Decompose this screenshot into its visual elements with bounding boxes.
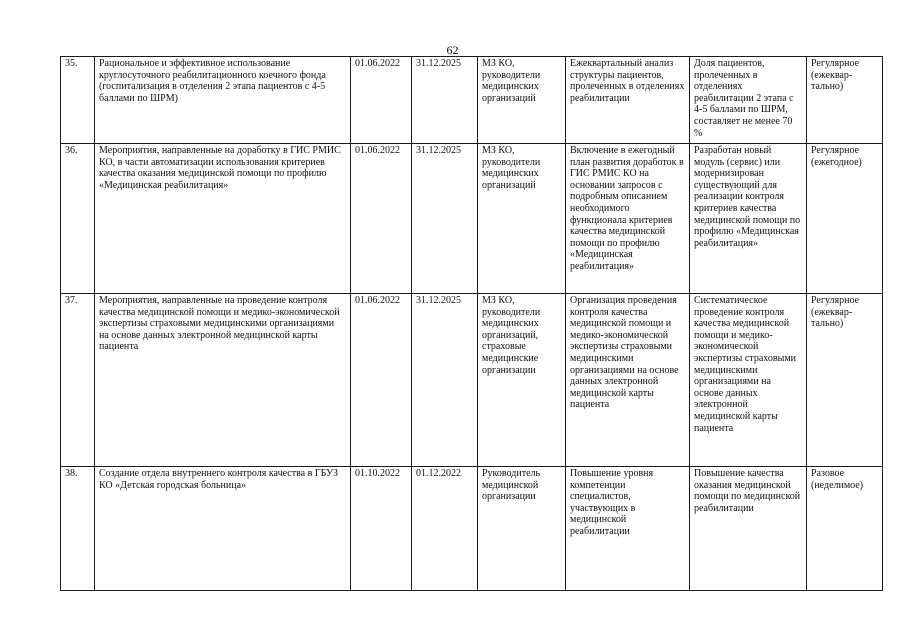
type-cell: Регулярное (ежеквар-тально): [807, 57, 883, 144]
row-number: 37.: [61, 294, 95, 467]
type-cell: Разовое (неделимое): [807, 467, 883, 591]
responsible-cell: МЗ КО, руководители медицинских организаций, страховые медицинские организации: [478, 294, 566, 467]
result-cell: Организация проведения контроля качества медицинской помощи и медико-экономической экспертизы страховыми медицинскими организациями на основе данных электронной медицинской карты пациента: [566, 294, 690, 467]
plan-table: [60, 56, 883, 591]
responsible-cell: МЗ КО, руководители медицинских организаций: [478, 144, 566, 294]
responsible-cell: Руководитель медицинской организации: [478, 467, 566, 591]
table-row: [61, 144, 883, 294]
activity-title: Мероприятия, направленные на доработку в ГИС РМИС КО, в части автоматизации использования критериев качества оказания медицинской помощи по профилю «Медицинская реабилитация»: [95, 144, 351, 294]
indicator-cell: Доля пациентов, пролеченных в отделениях реабилитации 2 этапа с 4-5 баллами по ШРМ, составляет не менее 70 %: [690, 57, 807, 144]
table-row: [61, 467, 883, 591]
type-cell: Регулярное (ежеквар-тально): [807, 294, 883, 467]
row-number: 35.: [61, 57, 95, 144]
indicator-cell: Разработан новый модуль (сервис) или модернизирован существующий для реализации контроля критериев качества медицинской помощи по профилю «Медицинская реабилитация»: [690, 144, 807, 294]
start-date: 01.06.2022: [351, 144, 412, 294]
activity-title: Рациональное и эффективное использование круглосуточного реабилитационного коечного фонда (госпитализация в отделения 2 этапа пациентов с 4-5 баллами по ШРМ): [95, 57, 351, 144]
activity-title: Мероприятия, направленные на проведение контроля качества медицинской помощи и медико-экономической экспертизы страховыми медицинскими организациями на основе данных электронной медицинской карты пациента: [95, 294, 351, 467]
page-number: 62: [446, 43, 459, 57]
result-cell: Ежеквартальный анализ структуры пациентов, пролеченных в отделениях реабилитации: [566, 57, 690, 144]
table-row: [61, 294, 883, 467]
end-date: 31.12.2025: [412, 294, 478, 467]
table-row: [61, 57, 883, 144]
end-date: 01.12.2022: [412, 467, 478, 591]
start-date: 01.06.2022: [351, 294, 412, 467]
end-date: 31.12.2025: [412, 144, 478, 294]
start-date: 01.06.2022: [351, 57, 412, 144]
responsible-cell: МЗ КО, руководители медицинских организаций: [478, 57, 566, 144]
result-cell: Включение в ежегодный план развития доработок в ГИС РМИС КО на основании запросов с подробным описанием необходимого функционала критериев качества медицинской помощи по профилю «Медицинская реабилитация»: [566, 144, 690, 294]
activity-title: Создание отдела внутреннего контроля качества в ГБУЗ КО «Детская городская больница»: [95, 467, 351, 591]
indicator-cell: Систематическое проведение контроля качества медицинской помощи и медико-экономической экспертизы страховыми медицинскими организациями на основе данных электронной медицинской карты пациента: [690, 294, 807, 467]
indicator-cell: Повышение качества оказания медицинской помощи по медицинской реабилитации: [690, 467, 807, 591]
end-date: 31.12.2025: [412, 57, 478, 144]
result-cell: Повышение уровня компетенции специалистов, участвующих в медицинской реабилитации: [566, 467, 690, 591]
start-date: 01.10.2022: [351, 467, 412, 591]
row-number: 36.: [61, 144, 95, 294]
row-number: 38.: [61, 467, 95, 591]
type-cell: Регулярное (ежегодное): [807, 144, 883, 294]
